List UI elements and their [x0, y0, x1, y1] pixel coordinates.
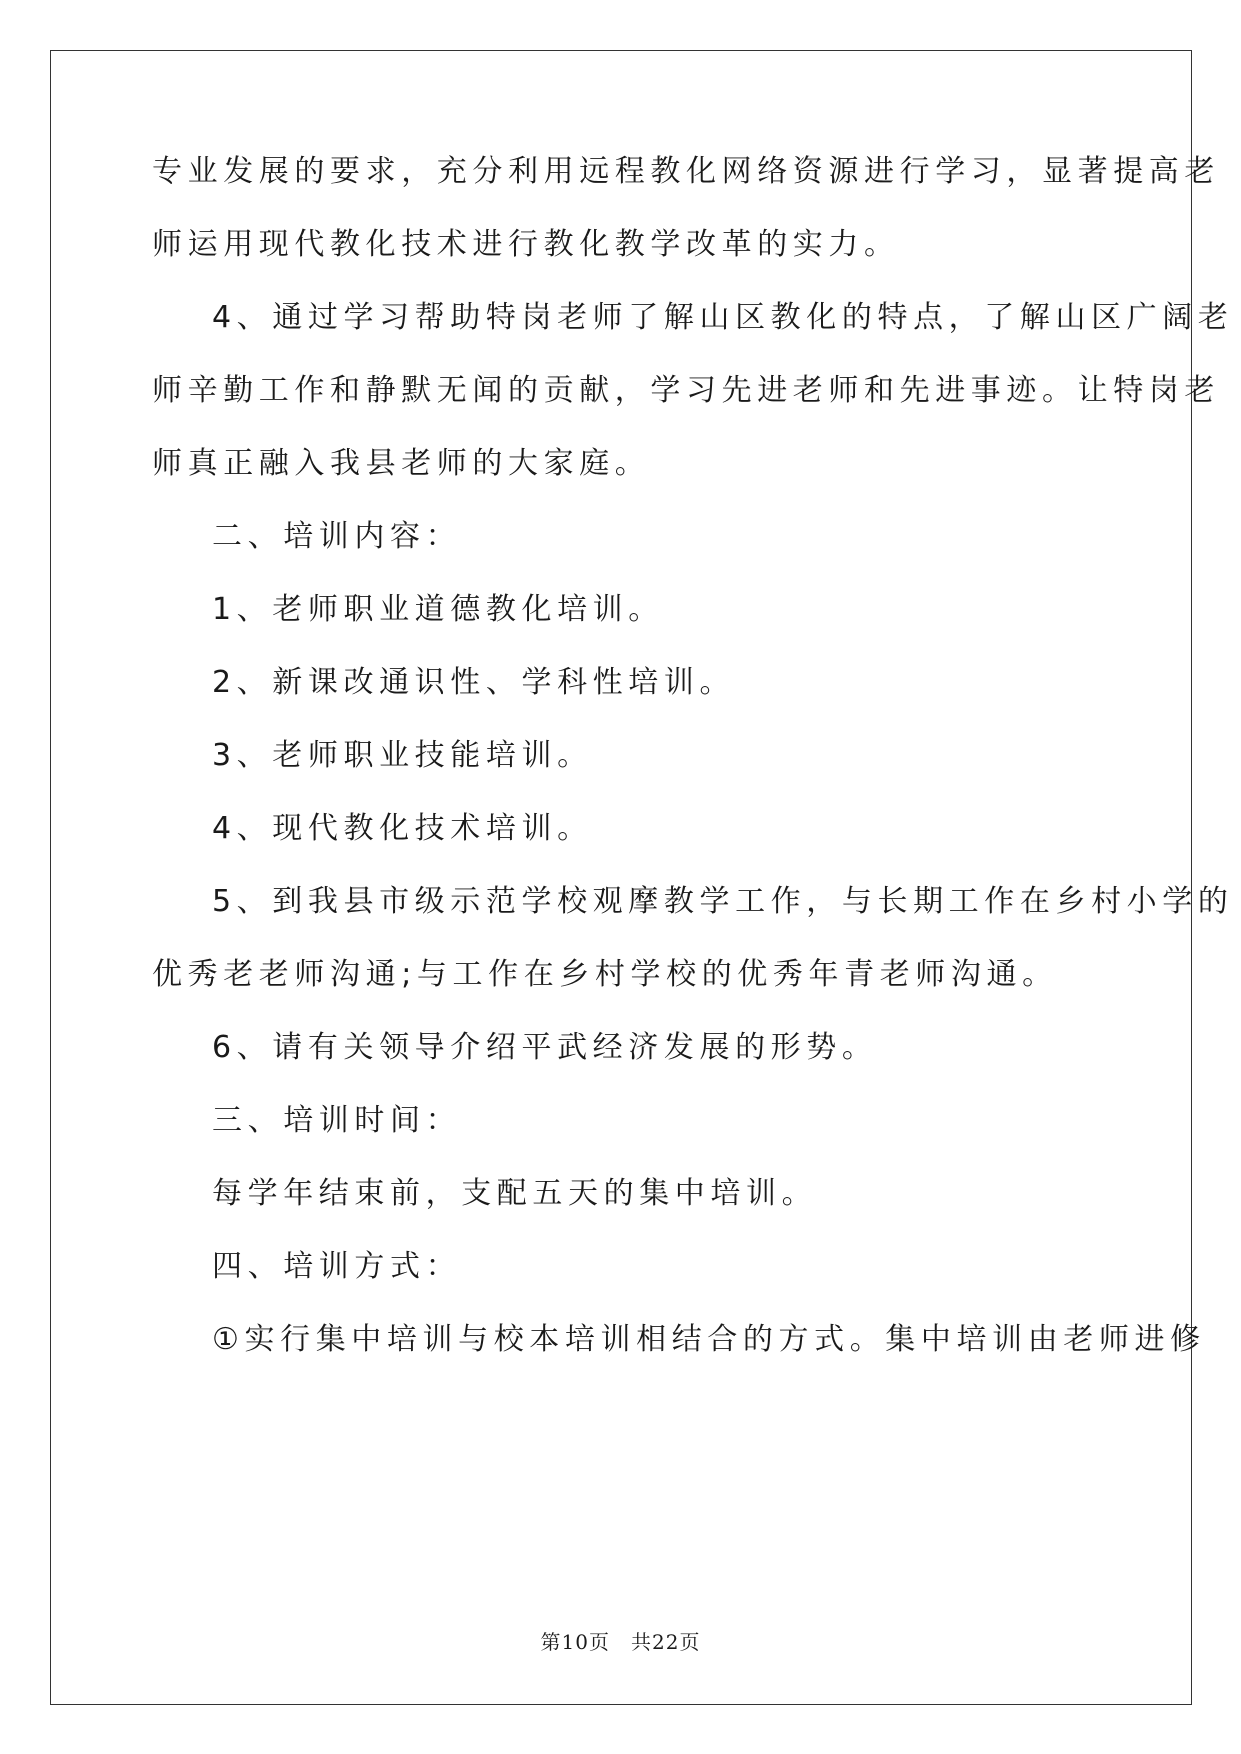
list-item: 2、新课改通识性、学科性培训。: [212, 665, 736, 700]
list-item: 3、老师职业技能培训。: [212, 738, 593, 773]
text-line: 4、通过学习帮助特岗老师了解山区教化的特点，了解山区广阔老: [212, 300, 1234, 335]
page-number: 第10页 共22页: [540, 1630, 701, 1654]
text-line: 专业发展的要求，充分利用远程教化网络资源进行学习，显著提高老: [152, 154, 1220, 189]
text-line: 优秀老老师沟通;与工作在乡村学校的优秀年青老师沟通。: [152, 957, 1058, 992]
section-heading: 四、培训方式：: [212, 1249, 462, 1284]
text-line: 每学年结束前，支配五天的集中培训。: [212, 1176, 818, 1211]
list-item: 1、老师职业道德教化培训。: [212, 592, 664, 627]
list-item: 5、到我县市级示范学校观摩教学工作，与长期工作在乡村小学的: [212, 884, 1234, 919]
list-item: 6、请有关领导介绍平武经济发展的形势。: [212, 1030, 878, 1065]
list-item: 4、现代教化技术培训。: [212, 811, 593, 846]
text-line: 师辛勤工作和静默无闻的贡献，学习先进老师和先进事迹。让特岗老: [152, 373, 1220, 408]
section-heading: 三、培训时间：: [212, 1103, 462, 1138]
text-line: 师真正融入我县老师的大家庭。: [152, 446, 651, 481]
section-heading: 二、培训内容：: [212, 519, 462, 554]
text-line: 师运用现代教化技术进行教化教学改革的实力。: [152, 227, 900, 262]
text-line: ①实行集中培训与校本培训相结合的方式。集中培训由老师进修: [212, 1322, 1206, 1357]
